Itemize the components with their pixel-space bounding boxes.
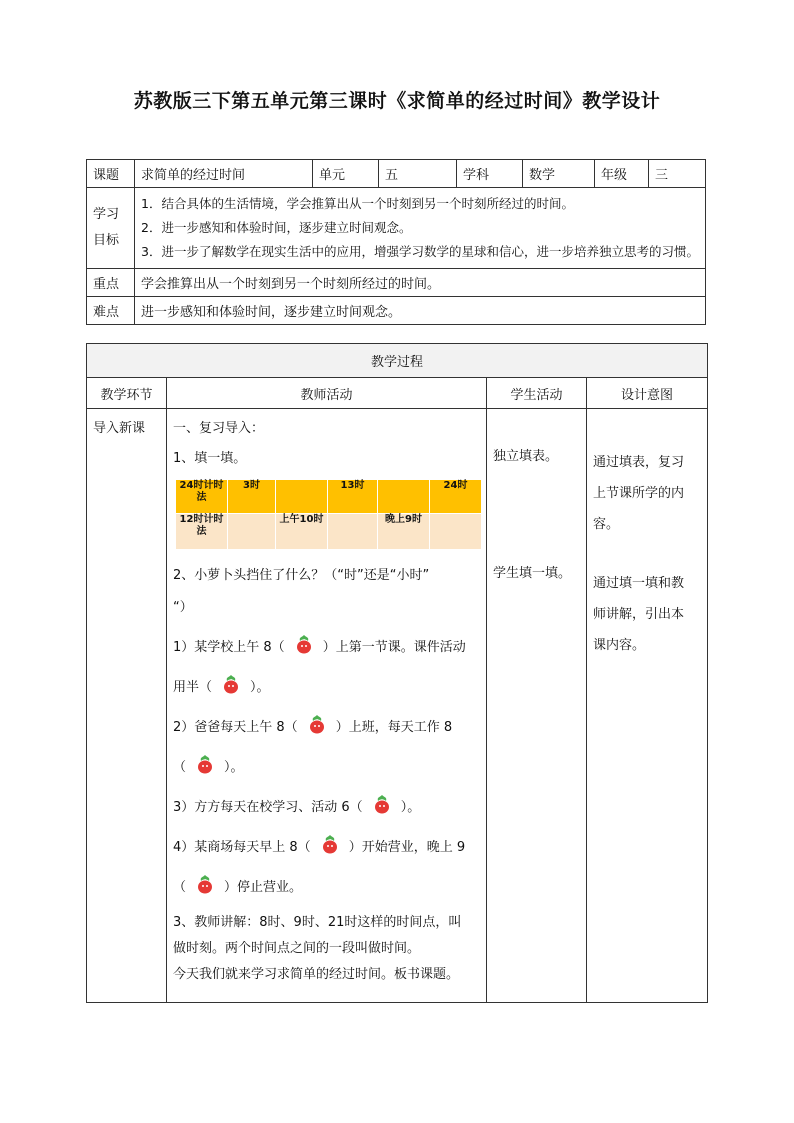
grade-value: 三	[649, 160, 706, 188]
goal-item: 2．进一步感知和体验时间，逐步建立时间观念。	[141, 220, 412, 235]
row-12h	[176, 514, 482, 550]
teacher-line: 1、填一填。	[173, 451, 247, 466]
teacher-activity	[167, 409, 487, 1003]
cell	[228, 514, 276, 550]
student-activity	[487, 409, 587, 1003]
goal-item: 3．进一步了解数学在现实生活中的应用，增强学习数学的星球和信心，进一步培养独立思考的习惯。	[141, 244, 699, 259]
teacher-line: 3、教师讲解：8时、9时、21时这样的时间点，叫	[173, 915, 462, 930]
goals-label-line1: 学习	[93, 207, 120, 222]
key-label: 重点	[87, 269, 135, 297]
goals-content	[135, 188, 706, 269]
stage-cell: 导入新课	[87, 409, 167, 1003]
radish-icon	[293, 633, 315, 655]
cell	[430, 514, 482, 550]
grade-label: 年级	[595, 160, 649, 188]
col-stage-header: 教学环节	[87, 378, 167, 409]
teacher-line: 做时刻。两个时间点之间的一段叫做时间。	[173, 941, 421, 956]
teacher-line	[173, 560, 480, 624]
goals-label-line2: 目标	[93, 233, 120, 248]
difficult-label: 难点	[87, 297, 135, 325]
question-1: 1）某学校上午 8（ ）上第一节课。课件活动 用半（ ）。	[173, 632, 480, 704]
document-title: 苏教版三下第五单元第三课时《求简单的经过时间》教学设计	[133, 90, 661, 112]
col-intent-header: 设计意图	[587, 378, 708, 409]
unit-label: 单元	[313, 160, 379, 188]
col-teacher-header: 教师活动	[167, 378, 487, 409]
cell	[276, 480, 328, 514]
intent-line: 上节课所学的内	[593, 486, 685, 501]
cell: 24时	[430, 480, 482, 514]
radish-icon	[306, 713, 328, 735]
subject-value: 数学	[523, 160, 595, 188]
question-3: 3）方方每天在校学习、活动 6（ ）。	[173, 792, 480, 824]
student-line: 独立填表。	[493, 449, 559, 464]
radish-icon	[371, 793, 393, 815]
process-table	[86, 343, 708, 1003]
teacher-line-part: “）	[173, 600, 193, 615]
question-2: 2）爸爸每天上午 8（ ）上班，每天工作 8 （ ）。	[173, 712, 480, 784]
radish-icon	[194, 753, 216, 775]
col-student-header: 学生活动	[487, 378, 587, 409]
intent-line: 课内容。	[593, 638, 646, 653]
cell	[328, 514, 378, 550]
info-row-key	[87, 269, 706, 297]
goals-label	[87, 188, 135, 269]
student-line: 学生填一填。	[493, 566, 572, 581]
course-label: 课题	[87, 160, 135, 188]
cell	[378, 480, 430, 514]
design-intent	[587, 409, 708, 1003]
cell: 13时	[328, 480, 378, 514]
info-row-goals	[87, 188, 706, 269]
info-row-course	[87, 160, 706, 188]
radish-icon	[319, 833, 341, 855]
question-4: 4）某商场每天早上 8（ ）开始营业，晚上 9 （ ）停止营业。	[173, 832, 480, 904]
teacher-line-part: 2、小萝卜头挡住了什么？（“时”还是“小时”	[173, 568, 430, 583]
info-row-difficult	[87, 297, 706, 325]
radish-icon	[194, 873, 216, 895]
course-value: 求简单的经过时间	[135, 160, 313, 188]
intent-line: 师讲解，引出本	[593, 607, 685, 622]
process-row-intro	[87, 409, 708, 1003]
unit-value: 五	[379, 160, 457, 188]
teacher-explanation	[173, 910, 480, 988]
process-header: 教学过程	[87, 344, 708, 378]
cell-24h-label: 24时计时法	[176, 480, 228, 514]
row-24h	[176, 480, 482, 514]
intent-line: 容。	[593, 517, 620, 532]
goal-item: 1．结合具体的生活情境，学会推算出从一个时刻到另一个时刻所经过的时间。	[141, 196, 574, 211]
teacher-line: 一、复习导入：	[173, 421, 265, 436]
cell: 上午10时	[276, 514, 328, 550]
time-conversion-table	[175, 479, 482, 550]
cell: 晚上9时	[378, 514, 430, 550]
cell: 3时	[228, 480, 276, 514]
difficult-value: 进一步感知和体验时间，逐步建立时间观念。	[135, 297, 706, 325]
intent-line: 通过填一填和教	[593, 576, 685, 591]
subject-label: 学科	[457, 160, 523, 188]
intent-line: 通过填表，复习	[593, 455, 685, 470]
radish-icon	[220, 673, 242, 695]
teacher-line: 今天我们就来学习求简单的经过时间。板书课题。	[173, 967, 460, 982]
key-value: 学会推算出从一个时刻到另一个时刻所经过的时间。	[135, 269, 706, 297]
cell-12h-label: 12时计时法	[176, 514, 228, 550]
info-table	[86, 159, 706, 325]
process-column-headers	[87, 378, 708, 409]
